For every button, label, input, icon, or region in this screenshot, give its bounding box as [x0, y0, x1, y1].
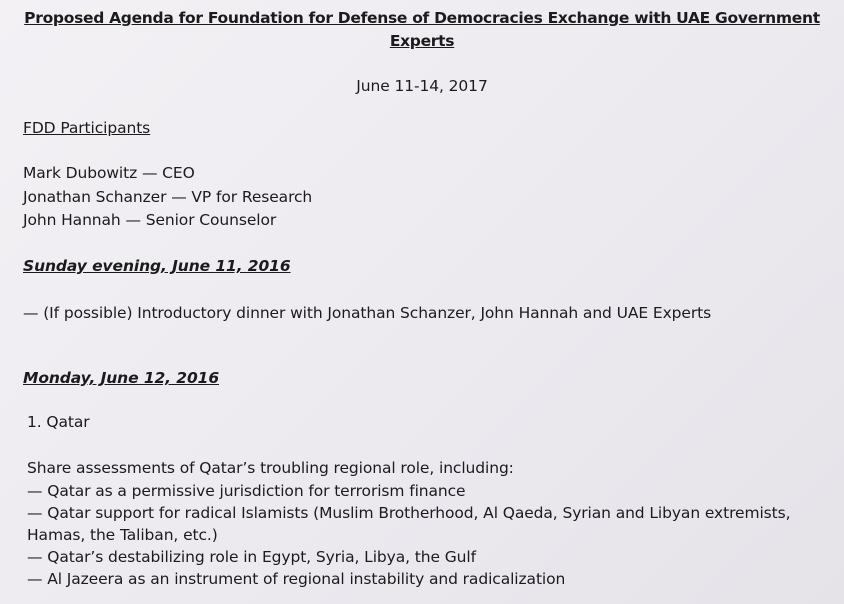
participant-item: Jonathan Schanzer — VP for Research — [23, 188, 313, 206]
monday-heading: Monday, June 12, 2016 — [23, 369, 220, 387]
monday-topic: 1. Qatar — [27, 413, 90, 431]
monday-bullet: — Qatar as a permissive jurisdiction for terrorism finance — [27, 482, 466, 500]
monday-bullet: — Al Jazeera as an instrument of regional instability and radicalization — [27, 570, 566, 588]
document-title-line-2: Experts — [389, 32, 455, 50]
participant-item: Mark Dubowitz — CEO — [23, 164, 195, 182]
sunday-agenda-item: — (If possible) Introductory dinner with Jonathan Schanzer, John Hannah and UAE Experts — [23, 304, 712, 322]
monday-bullet: Hamas, the Taliban, etc.) — [27, 526, 218, 544]
participant-item: John Hannah — Senior Counselor — [23, 211, 277, 229]
participants-heading: FDD Participants — [23, 119, 151, 137]
document-dates: June 11-14, 2017 — [356, 77, 488, 95]
sunday-heading: Sunday evening, June 11, 2016 — [23, 257, 291, 275]
monday-bullet: — Qatar’s destabilizing role in Egypt, Syria, Libya, the Gulf — [27, 548, 476, 566]
monday-bullet: — Qatar support for radical Islamists (Muslim Brotherhood, Al Qaeda, Syrian and Libyan extremists, — [27, 504, 791, 522]
document-title-line-1: Proposed Agenda for Foundation for Defense of Democracies Exchange with UAE Government — [24, 9, 820, 27]
monday-intro: Share assessments of Qatar’s troubling regional role, including: — [27, 459, 514, 477]
